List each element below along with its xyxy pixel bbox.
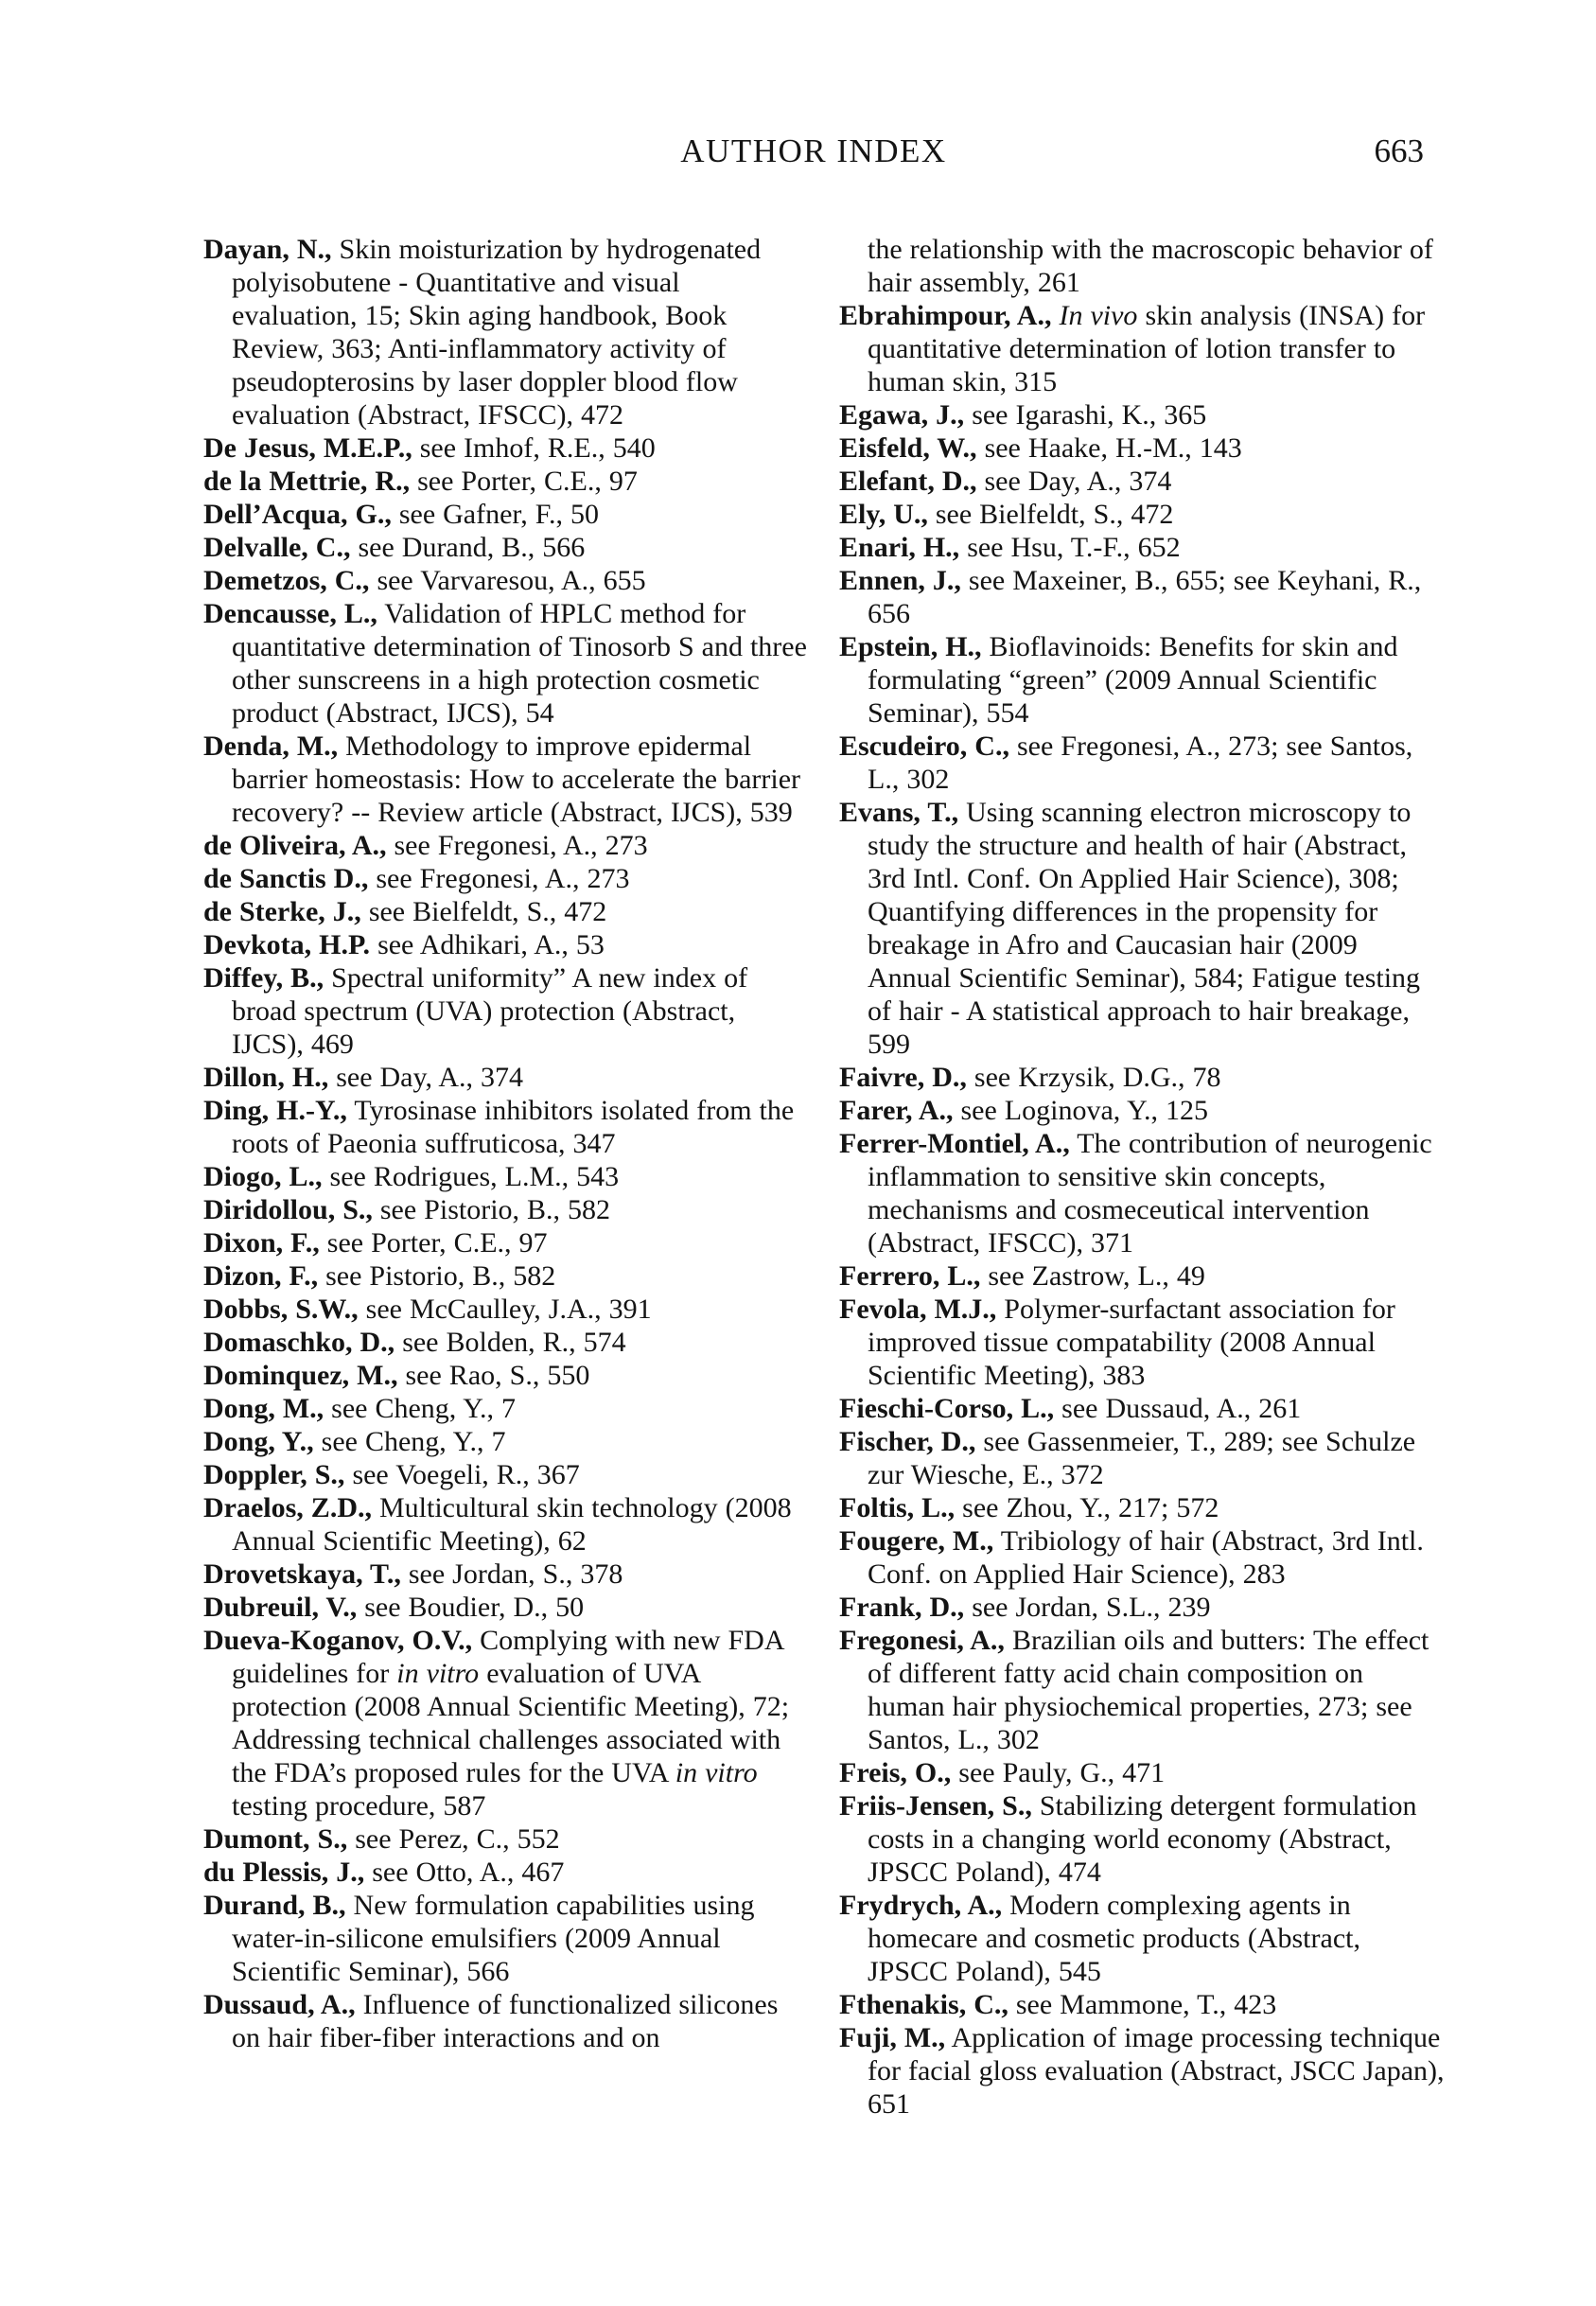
entry-text-bold: Dillon, H.,: [203, 1062, 329, 1093]
entry-text-bold: Freis, O.,: [839, 1757, 952, 1788]
entry-text-normal: Skin moisturization by hydrogenated polyisobutene - Quantitative and visual evaluation, 15; Skin aging handbook, Book Review, 363; Anti-inflammatory activity of pseudopterosins by laser doppler blood flow evaluation (Abstract, IFSCC), 472: [232, 234, 762, 431]
index-entry: [839, 531, 1445, 564]
entry-text-bold: Fregonesi, A.,: [839, 1625, 1005, 1656]
entry-text-bold: Foltis, L.,: [839, 1492, 956, 1523]
index-entry: [203, 1491, 809, 1558]
entry-text-normal: Complying with new FDA guidelines for: [232, 1625, 783, 1689]
entry-text-normal: see Porter, C.E., 97: [410, 466, 638, 497]
index-entry: [839, 1524, 1445, 1591]
entry-text-normal: Using scanning electron microscopy to study the structure and health of hair (Abstract, 3rd Intl. Conf. On Applied Hair Science), 308; Quantifying differences in the propensity for breakage in Afro and Caucasian hair (2009 Annual Scientific Seminar), 584; Fatigue testing of hair - A statistical approach to hair breakage, 599: [868, 797, 1421, 1060]
index-entry: [839, 498, 1445, 531]
index-entry: [203, 862, 809, 895]
entry-text-bold: Drovetskaya, T.,: [203, 1558, 401, 1590]
entry-text-normal: Methodology to improve epidermal barrier homeostasis: How to accelerate the barrier recovery? -- Review article (Abstract, IJCS), 539: [232, 731, 801, 828]
entry-text-normal: see Gafner, F., 50: [391, 499, 599, 530]
index-entry: [203, 431, 809, 465]
entry-text-normal: see Hsu, T.-F., 652: [959, 532, 1181, 563]
entry-text-italic: in vitro: [396, 1658, 480, 1689]
index-entry: [839, 431, 1445, 465]
entry-text-bold: Dubreuil, V.,: [203, 1592, 358, 1623]
index-entry: [203, 1856, 809, 1889]
entry-text-normal: see Haake, H.-M., 143: [976, 432, 1242, 464]
entry-text-normal: see Igarashi, K., 365: [964, 399, 1207, 431]
index-entry: [203, 597, 809, 730]
entry-text-normal: see Fregonesi, A., 273: [386, 830, 648, 861]
index-entry: [839, 1491, 1445, 1524]
entry-text-normal: see Krzysik, D.G., 78: [966, 1062, 1221, 1093]
entry-text-normal: see Rodrigues, L.M., 543: [322, 1161, 620, 1192]
entry-text-bold: Eisfeld, W.,: [839, 432, 977, 464]
entry-text-bold: Devkota, H.P.: [203, 929, 371, 960]
entry-text-normal: Spectral uniformity” A new index of broad spectrum (UVA) protection (Abstract, IJCS), 469: [232, 962, 748, 1060]
index-entry: [839, 2021, 1445, 2121]
index-entry: [839, 1094, 1445, 1127]
index-entry: [839, 1425, 1445, 1491]
entry-text-normal: see McCaulley, J.A., 391: [358, 1294, 652, 1325]
index-entry: [203, 1392, 809, 1425]
entry-text-bold: de Sanctis D.,: [203, 863, 369, 894]
entry-text-bold: Dobbs, S.W.,: [203, 1294, 359, 1325]
index-entry: [839, 1756, 1445, 1789]
entry-text-normal: see Fregonesi, A., 273: [368, 863, 630, 894]
entry-text-bold: Dominquez, M.,: [203, 1360, 398, 1391]
entry-text-bold: Fthenakis, C.,: [839, 1989, 1008, 2020]
index-entry: [839, 630, 1445, 730]
entry-text-normal: see Pauly, G., 471: [951, 1757, 1166, 1788]
index-entry: [839, 1789, 1445, 1889]
index-entry: [203, 1988, 809, 2054]
entry-text-bold: Elefant, D.,: [839, 466, 977, 497]
entry-text-bold: Fougere, M.,: [839, 1525, 994, 1557]
entry-text-bold: Dencausse, L.,: [203, 598, 377, 629]
index-entry: [203, 1558, 809, 1591]
entry-text-normal: see Mammone, T., 423: [1008, 1989, 1277, 2020]
index-entry: [839, 796, 1445, 1061]
entry-text-normal: see Rao, S., 550: [397, 1360, 590, 1391]
entry-text-normal: see Zhou, Y., 217; 572: [955, 1492, 1219, 1523]
index-entry: [839, 1988, 1445, 2021]
author-index-columns: [203, 233, 1445, 2121]
index-entry: [839, 398, 1445, 431]
entry-text-italic: In vivo: [1059, 300, 1138, 331]
entry-text-normal: Influence of functionalized silicones on hair fiber-fiber interactions and on: [232, 1989, 779, 2053]
entry-text-normal: see Pistorio, B., 582: [372, 1194, 611, 1225]
index-entry: [203, 1889, 809, 1988]
entry-text-bold: Fieschi-Corso, L.,: [839, 1393, 1055, 1424]
entry-text-bold: Denda, M.,: [203, 731, 339, 762]
entry-text-bold: Ding, H.-Y.,: [203, 1095, 347, 1126]
entry-text-bold: Dumont, S.,: [203, 1823, 348, 1855]
entry-text-normal: see Durand, B., 566: [350, 532, 586, 563]
entry-text-bold: de Oliveira, A.,: [203, 830, 387, 861]
entry-text-normal: see Pistorio, B., 582: [318, 1260, 556, 1292]
entry-text-normal: see Loginova, Y., 125: [953, 1095, 1208, 1126]
entry-text-bold: Evans, T.,: [839, 797, 959, 828]
entry-text-bold: Dong, Y.,: [203, 1426, 314, 1457]
entry-text-normal: The contribution of neurogenic inflammation to sensitive skin concepts, mechanisms and cosmeceutical intervention (Abstract, IFSCC), 371: [868, 1128, 1432, 1259]
entry-text-normal: Polymer-surfactant association for improved tissue compatability (2008 Annual Scientific Meeting), 383: [868, 1294, 1395, 1391]
index-entry: [203, 1226, 809, 1259]
entry-text-normal: Validation of HPLC method for quantitative determination of Tinosorb S and three other sunscreens in a high protection cosmetic product (Abstract, IJCS), 54: [232, 598, 807, 729]
index-entry: [839, 1127, 1445, 1259]
entry-text-normal: New formulation capabilities using water-in-silicone emulsifiers (2009 Annual Scientific Seminar), 566: [232, 1890, 755, 1987]
entry-text-normal: see Fregonesi, A., 273; see Santos, L., 302: [868, 731, 1413, 795]
entry-text-normal: see Porter, C.E., 97: [319, 1227, 548, 1259]
entry-text-bold: Ely, U.,: [839, 499, 928, 530]
entry-text-bold: Frydrych, A.,: [839, 1890, 1003, 1921]
entry-text-bold: Delvalle, C.,: [203, 532, 351, 563]
entry-text-bold: Ferrero, L.,: [839, 1260, 981, 1292]
entry-text-bold: de la Mettrie, R.,: [203, 466, 411, 497]
entry-text-normal: see Bielfeldt, S., 472: [360, 896, 607, 927]
index-entry: [203, 928, 809, 961]
entry-text-normal: see Otto, A., 467: [364, 1857, 565, 1888]
index-entry: [839, 1259, 1445, 1293]
entry-text-normal: see Jordan, S.L., 239: [964, 1592, 1211, 1623]
entry-text-italic: in vitro: [675, 1757, 758, 1788]
entry-text-bold: Doppler, S.,: [203, 1459, 345, 1490]
entry-text-bold: Friis-Jensen, S.,: [839, 1790, 1032, 1822]
index-entry: [839, 1591, 1445, 1624]
index-entry: [203, 1293, 809, 1326]
entry-text-normal: evaluation of UVA protection (2008 Annual Scientific Meeting), 72; Addressing technical challenges associated with the FDA’s proposed rules for the UVA: [232, 1658, 790, 1788]
index-entry-continuation: [839, 233, 1445, 299]
entry-text-normal: Tribiology of hair (Abstract, 3rd Intl. Conf. on Applied Hair Science), 283: [868, 1525, 1424, 1590]
index-entry: [203, 1359, 809, 1392]
index-entry: [203, 1591, 809, 1624]
entry-text-bold: de Sterke, J.,: [203, 896, 361, 927]
index-entry: [203, 829, 809, 862]
index-entry: [203, 1624, 809, 1822]
index-entry: [203, 961, 809, 1061]
index-entry: [203, 1822, 809, 1856]
right-column: [839, 233, 1445, 2121]
entry-text-bold: De Jesus, M.E.P.,: [203, 432, 412, 464]
entry-text-normal: Bioflavinoids: Benefits for skin and formulating “green” (2009 Annual Scientific Seminar), 554: [868, 631, 1398, 729]
entry-text-bold: Fevola, M.J.,: [839, 1294, 997, 1325]
index-entry: [203, 1458, 809, 1491]
index-entry: [839, 564, 1445, 630]
entry-text-bold: Dong, M.,: [203, 1393, 324, 1424]
entry-text-normal: testing procedure, 587: [232, 1790, 486, 1822]
entry-text-normal: skin analysis (INSA) for quantitative determination of lotion transfer to human skin, 315: [868, 300, 1426, 397]
entry-text-bold: Dayan, N.,: [203, 234, 332, 265]
page-number: 663: [1374, 132, 1424, 169]
entry-text-bold: Dixon, F.,: [203, 1227, 320, 1259]
entry-text-bold: Frank, D.,: [839, 1592, 965, 1623]
entry-text-bold: Faivre, D.,: [839, 1062, 967, 1093]
entry-text-bold: Fuji, M.,: [839, 2022, 946, 2053]
entry-text-normal: see Boudier, D., 50: [357, 1592, 585, 1623]
entry-text-normal: see Imhof, R.E., 540: [412, 432, 656, 464]
entry-text-normal: Stabilizing detergent formulation costs in a changing world economy (Abstract, JPSCC Poland), 474: [868, 1790, 1417, 1888]
entry-text-normal: see Perez, C., 552: [347, 1823, 560, 1855]
index-entry: [203, 730, 809, 829]
entry-text-bold: Dell’Acqua, G.,: [203, 499, 392, 530]
entry-text-normal: the relationship with the macroscopic behavior of hair assembly, 261: [868, 234, 1433, 298]
index-entry: [203, 1326, 809, 1359]
entry-text-normal: see Jordan, S., 378: [400, 1558, 623, 1590]
entry-text-bold: Domaschko, D.,: [203, 1327, 395, 1358]
entry-text-bold: Durand, B.,: [203, 1890, 346, 1921]
entry-text-bold: Epstein, H.,: [839, 631, 982, 662]
index-entry: [203, 1425, 809, 1458]
index-entry: [203, 895, 809, 928]
index-entry: [203, 233, 809, 431]
entry-text-bold: Dizon, F.,: [203, 1260, 319, 1292]
index-entry: [203, 1193, 809, 1226]
entry-text-normal: Brazilian oils and butters: The effect of different fatty acid chain composition on human hair physiochemical properties, 273; see Santos, L., 302: [868, 1625, 1429, 1755]
index-entry: [839, 299, 1445, 398]
index-entry: [203, 1061, 809, 1094]
entry-text-normal: Modern complexing agents in homecare and cosmetic products (Abstract, JPSCC Poland), 545: [868, 1890, 1360, 1987]
index-entry: [203, 531, 809, 564]
index-entry: [839, 1889, 1445, 1988]
entry-text-bold: Fischer, D.,: [839, 1426, 976, 1457]
entry-text-normal: see Dussaud, A., 261: [1054, 1393, 1302, 1424]
index-entry: [203, 465, 809, 498]
entry-text-normal: see Day, A., 374: [328, 1062, 524, 1093]
entry-text-normal: see Bielfeldt, S., 472: [927, 499, 1174, 530]
entry-text-bold: Diridollou, S.,: [203, 1194, 373, 1225]
entry-text-bold: Enari, H.,: [839, 532, 960, 563]
entry-text-bold: Diogo, L.,: [203, 1161, 323, 1192]
index-entry: [839, 1061, 1445, 1094]
entry-text-normal: see Gassenmeier, T., 289; see Schulze zur Wiesche, E., 372: [868, 1426, 1416, 1490]
index-entry: [839, 730, 1445, 796]
entry-text-normal: see Bolden, R., 574: [395, 1327, 626, 1358]
entry-text-bold: Ferrer-Montiel, A.,: [839, 1128, 1070, 1159]
entry-text-normal: see Cheng, Y., 7: [313, 1426, 506, 1457]
entry-text-bold: Ennen, J.,: [839, 565, 961, 596]
entry-text-bold: Draelos, Z.D.,: [203, 1492, 372, 1523]
entry-text-normal: see Zastrow, L., 49: [980, 1260, 1205, 1292]
entry-text-normal: see Cheng, Y., 7: [324, 1393, 516, 1424]
index-entry: [839, 465, 1445, 498]
index-entry: [839, 1392, 1445, 1425]
entry-text-bold: du Plessis, J.,: [203, 1857, 365, 1888]
entry-text-normal: see Voegeli, R., 367: [344, 1459, 580, 1490]
entry-text-bold: Dueva-Koganov, O.V.,: [203, 1625, 473, 1656]
entry-text-normal: see Maxeiner, B., 655; see Keyhani, R., 656: [868, 565, 1422, 629]
page-title: AUTHOR INDEX: [680, 132, 947, 169]
page-header: [203, 131, 1424, 172]
index-entry: [203, 1160, 809, 1193]
entry-text-bold: Ebrahimpour, A.,: [839, 300, 1052, 331]
index-entry: [203, 498, 809, 531]
index-entry: [203, 1094, 809, 1160]
index-entry: [203, 1259, 809, 1293]
index-entry: [203, 564, 809, 597]
entry-text-normal: Application of image processing technique for facial gloss evaluation (Abstract, JSCC Japan), 651: [868, 2022, 1445, 2120]
entry-text-bold: Escudeiro, C.,: [839, 731, 1009, 762]
entry-text-normal: see Day, A., 374: [976, 466, 1172, 497]
entry-text-normal: see Adhikari, A., 53: [370, 929, 605, 960]
index-entry: [839, 1293, 1445, 1392]
entry-text-bold: Demetzos, C.,: [203, 565, 370, 596]
entry-text-bold: Egawa, J.,: [839, 399, 965, 431]
left-column: [203, 233, 809, 2121]
entry-text-normal: see Varvaresou, A., 655: [369, 565, 646, 596]
entry-text-bold: Farer, A.,: [839, 1095, 954, 1126]
entry-text-bold: Diffey, B.,: [203, 962, 324, 994]
index-entry: [839, 1624, 1445, 1756]
entry-text-normal: Tyrosinase inhibitors isolated from the roots of Paeonia suffruticosa, 347: [232, 1095, 795, 1159]
entry-text-normal: Multicultural skin technology (2008 Annual Scientific Meeting), 62: [232, 1492, 792, 1557]
entry-text-bold: Dussaud, A.,: [203, 1989, 356, 2020]
